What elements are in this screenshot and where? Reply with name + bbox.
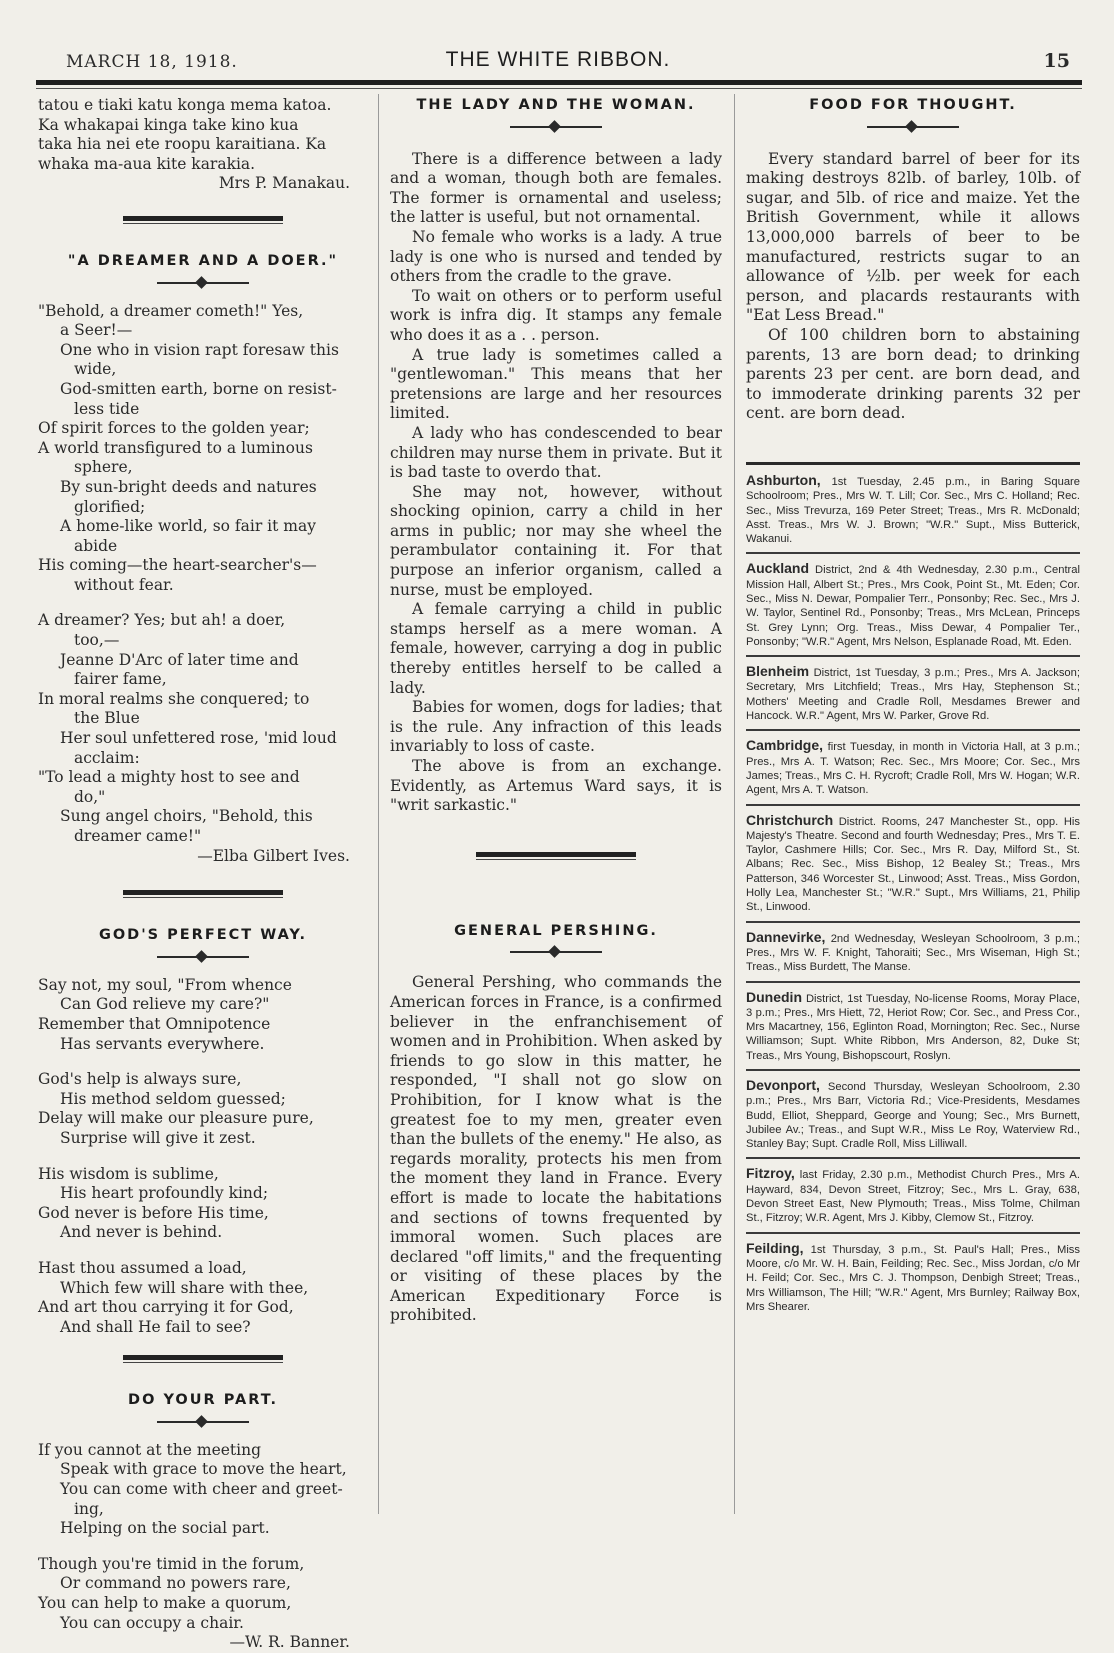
verse-line: His coming—the heart-searcher's— [38,556,317,575]
stanza [38,1259,368,1337]
verse-line: One who in vision rapt foresaw this [60,340,339,359]
dreamer-poem [38,302,368,847]
section-separator [123,216,283,226]
column-right [746,92,1080,1327]
verse-line: His heart profoundly kind; [60,1184,269,1203]
verse-line: the Blue [74,709,140,728]
article-paragraph: She may not, however, without shocking opinion, carry a child in her arms in public; nor may she wheel the perambulator containing it. For that purpose an inferior organism, called a nurse, must be employed. [390,482,722,599]
verse-line: sphere, [74,458,133,477]
branch-name: Cambridge, [746,737,824,754]
column-divider [734,94,735,1514]
stanza [38,611,368,846]
verse-line: too,— [74,631,120,650]
pershing-article [390,973,722,1326]
food-article [746,150,1080,424]
stanza [38,1070,368,1148]
verse-line: His method seldom guessed; [60,1089,286,1108]
title-ornament [157,276,249,290]
branch-entry [746,1241,1080,1320]
verse-line: taka hia nei ete roopu karaitiana. Ka [38,135,327,154]
do-your-part-title: DO YOUR PART. [128,1392,278,1409]
branch-details: District, 1st Tuesday, No-license Rooms, Moray Place, 3 p.m.; Pres., Mrs Hiett, 72, Heriot Row; Cor. Sec., and Press Cor., Mrs Macartney, 156, Eglinton Road, Mornington; Rec. Sec., Nurse Williamson; Supt. White Ribbon, Mrs Anderson, 82, Duke St; Treas., Mrs Young, Bishopscourt, Roslyn. [746,992,1080,1062]
branch-details: last Friday, 2.30 p.m., Methodist Church Pres., Mrs A. Hayward, 834, Devon Street, Fitzroy; Sec., Mrs L. Gray, 638, Devon Street East, New Plymouth; Treas., Miss Tolme, Chilman St., Fitzroy; W.R. Agent, Mrs J. Kibby, Clemow St., Fitzroy. [746,1169,1080,1225]
stanza [38,1555,368,1633]
section-separator [123,1355,283,1365]
title-ornament [867,120,959,134]
branch-details: District, 1st Tuesday, 3 p.m.; Pres., Mrs A. Jackson; Secretary, Mrs Litchfield; Treas., Mrs Hay, Stephenson St.; Mothers' Meeting and Cradle Roll, Mesdames Brewer and Hancock. W.R." Agent, Mrs W. Parker, Grove Rd. [746,667,1080,723]
gods-way-poem [38,976,368,1338]
verse-line: Surprise will give it zest. [60,1128,256,1147]
verse-line: a Seer!— [60,321,133,340]
branch-directory [746,462,1080,1320]
branch-entry [746,473,1080,554]
verse-line: A home-like world, so fair it may [60,517,316,536]
do-your-part-signature: —W. R. Banner. [229,1633,350,1652]
verse-line: Jeanne D'Arc of later time and [60,650,299,669]
article-paragraph: Every standard barrel of beer for its making destroys 82lb. of barley, 10lb. of sugar, and 5lb. of rice and maize. Yet the British Government, while it allows 13,000,000 barrels of beer to be manufactured, restricts sugar to an allowance of ½lb. per week for each person, and placards restaurants with "Eat Less Bread." [746,149,1080,325]
branch-name: Dannevirke, [746,928,826,945]
verse-line: glorified; [74,497,146,516]
branch-entry [746,990,1080,1071]
verse-line: tatou e tiaki katu konga mema katoa. [38,96,332,114]
verse-line: You can come with cheer and greet- [60,1480,343,1499]
verse-line: Helping on the social part. [60,1519,270,1538]
title-ornament [157,1415,249,1429]
verse-line: God's help is always sure, [38,1070,242,1089]
verse-line: And shall He fail to see? [60,1317,251,1336]
article-paragraph: Of 100 children born to abstaining parents, 13 are born dead; to drinking parents 23 per cent. are born dead, and to immoderate drinking parents 32 per cent. are born dead. [746,325,1080,423]
verse-line: Her soul unfettered rose, 'mid loud [60,729,337,748]
column-divider [378,94,379,1514]
branch-details: first Tuesday, in month in Victoria Hall, at 3 p.m.; Pres., Mrs A. T. Watson; Rec. Sec., Mrs Moore; Cor. Sec., Mrs James; Treas., Mrs C. H. Rycroft; Cradle Roll, Mrs W. Hogan; W.R. Agent, Mrs A. T. Watson. [746,741,1080,797]
header-rule [36,80,1082,85]
verse-line: In moral realms she conquered; to [38,689,310,708]
verse-line: ing, [74,1499,104,1518]
header-rule-thin [36,88,1082,89]
article-paragraph: There is a difference between a lady and a woman, though both are females. The former is ornamental and useless; the latter is useful, but not ornamental. [390,149,722,227]
verse-line: wide, [74,360,117,379]
dreamer-signature: —Elba Gilbert Ives. [197,846,350,865]
verse-line: whaka ma-aua kite karakia. [38,154,256,173]
article-paragraph: To wait on others or to perform useful work is infra dig. It stamps any female who does it as a . . person. [390,286,722,344]
issue-date: MARCH 18, 1918. [66,52,238,72]
branch-entry [746,813,1080,923]
branch-details: 1st Thursday, 3 p.m., St. Paul's Hall; Pres., Miss Moore, c/o Mr. W. H. Bain, Feilding; Rec. Sec., Miss Jordan, c/o Mr H. Feild; Cor. Sec., Mrs C. J. Thompson, Denbigh Street; Treas., Mrs Williamson, The Hill; "W.R." Agent, Mrs Burnley; Railway Box, Mrs Shearer. [746,1243,1080,1313]
column-left [38,92,368,1653]
verse-line: God never is before His time, [38,1203,269,1222]
article-paragraph: A lady who has condescended to bear children may nurse them in private. But it is bad taste to overdo that. [390,423,722,482]
verse-line: Remember that Omnipotence [38,1014,271,1033]
page-header [38,44,1078,76]
verse-line: abide [74,536,118,555]
verse-line: Though you're timid in the forum, [38,1554,305,1573]
verse-line: acclaim: [74,748,140,767]
verse-line: Say not, my soul, "From whence [38,975,292,994]
verse-line: Speak with grace to move the heart, [60,1460,347,1479]
verse-line: A world transfigured to a luminous [38,438,313,457]
branch-details: 1st Tuesday, 2.45 p.m., in Baring Square Schoolroom; Pres., Mrs W. T. Lill; Cor. Sec., Mrs C. Holland; Rec. Sec., Miss Trevurza, 169 Peter Street; Treas., Mrs R. McDonald; Asst. Treas., Mrs W. J. Brown; "W.R." Supt., Miss Butterick, Wakanui. [746,475,1080,546]
verse-line: Of spirit forces to the golden year; [38,419,310,438]
verse-line: And art thou carrying it for God, [38,1298,294,1317]
article-paragraph: The above is from an exchange. Evidently, as Artemus Ward says, it is "writ sarkastic." [390,757,722,815]
verse-line: "Behold, a dreamer cometh!" Yes, [38,301,304,320]
verse-line: without fear. [74,575,174,594]
branch-name: Christchurch [746,811,834,828]
column-middle [390,92,722,1326]
branch-entry [746,1078,1080,1159]
verse-line: A dreamer? Yes; but ah! a doer, [38,611,286,630]
verse-line: Delay will make our pleasure pure, [38,1109,314,1128]
branch-name: Devonport, [746,1077,820,1093]
stanza [38,302,368,596]
branch-name: Fitzroy, [746,1165,795,1182]
article-paragraph: General Pershing, who commands the American forces in France, is a confirmed believer in the enfranchisement of women and in Prohibition. When asked by friends to go slow in this matter, he responded, "I shall not go slow on Prohibition, for I know what is the greatest foe to my men, greater even than the bullets of the enemy." He also, as regards morality, protects his men from the moment they land in France. Every effort is made to locate the habitations and sections of towns frequented by immoral women. Such places are declared "off limits," and the frequenting or visiting of these places by the American Expeditionary Force is prohibited. [390,973,722,1325]
verse-line: dreamer came!" [74,827,202,845]
branch-name: Dunedin [746,988,802,1005]
stanza [38,1165,368,1243]
branch-name: Ashburton, [746,471,821,488]
article-paragraph: Babies for women, dogs for ladies; that is the rule. Any infraction of this leads invariably to loss of caste. [390,698,722,756]
maori-verse [38,96,368,194]
verse-line: Can God relieve my care?" [60,995,270,1014]
lady-title: THE LADY AND THE WOMAN. [416,97,696,113]
lady-article [390,150,722,816]
verse-line: His wisdom is sublime, [38,1164,219,1183]
branch-details: 2nd Wednesday, Wesleyan Schoolroom, 3 p.m.; Pres., Mrs W. F. Knight, Tahoraiti; Sec., Mrs Wiseman, High St.; Treas., Miss Burdett, The Manse. [746,932,1080,974]
verse-line: Has servants everywhere. [60,1034,265,1053]
branch-entry [746,1166,1080,1233]
article-paragraph: A female carrying a child in public stamps herself as a mere woman. A female, however, carrying a dog in public thereby entitles herself to be called a lady. [390,600,722,697]
verse-line: "To lead a mighty host to see and [38,768,300,787]
article-paragraph: No female who works is a lady. A true lady is one who is nursed and tended by others from the cradle to the grave. [390,227,722,286]
verse-line: do," [74,787,106,806]
verse-line: fairer fame, [74,670,167,689]
verse-signature: Mrs P. Manakau. [218,174,350,193]
branch-details: District, 2nd & 4th Wednesday, 2.30 p.m., Central Mission Hall, Albert St.; Pres., Mrs Cook, Point St., Mt. Eden; Cor. Sec., Miss N. Dewar, Pompalier Terr., Ponsonby; Rec. Sec., Mrs J. W. Taylor, Sentinel Rd., Ponsonby; Treas., Mrs McLean, Princeps St. Grey Lynn; Org. Treas., Miss Dewar, 4 Pompalier Ter., Ponsonby; "W.R." Agent, Mrs Nelson, Esplanade Road, Mt. Eden. [746,564,1080,648]
verse-line: And never is behind. [60,1223,223,1242]
gods-way-title: GOD'S PERFECT WAY. [98,927,308,944]
verse-line: You can help to make a quorum, [38,1594,292,1613]
section-separator [123,890,283,900]
verse-line: Or command no powers rare, [60,1574,291,1593]
verse-line: If you cannot at the meeting [38,1440,262,1459]
title-ornament [157,950,249,964]
verse-line: Hast thou assumed a load, [38,1258,247,1277]
branch-name: Blenheim [746,663,810,680]
verse-line: Which few will share with thee, [60,1278,309,1297]
stanza [38,976,368,1054]
branch-name: Auckland [746,560,810,577]
pershing-title: GENERAL PERSHING. [454,922,658,939]
food-title: FOOD FOR THOUGHT. [809,97,1017,113]
verse-line: You can occupy a chair. [60,1613,244,1632]
verse-line: Ka whakapai kinga take kino kua [38,115,299,134]
branch-details: Second Thursday, Wesleyan Schoolroom, 2.30 p.m.; Pres., Mrs Barr, Victoria Rd.; Vice-Presidents, Mesdames Budd, Elliot, Sheppard, George and Young; Sec., Mrs Burnett, Jubilee Av.; Treas., and Supt W.R., Miss Le Roy, Waterview Rd., Stanley Bay; Supt. Cradle Roll, Miss Lilliwall. [746,1081,1080,1151]
title-ornament [510,120,602,134]
article-paragraph: A true lady is sometimes called a "gentlewoman." This means that her pretensions are large and her resources limited. [390,345,722,423]
verse-line: less tide [74,399,140,418]
branch-entry [746,738,1080,805]
page-number: 15 [1043,50,1070,72]
verse-line: Sung angel choirs, "Behold, this [60,807,313,826]
verse-line: God-smitten earth, borne on resist- [60,379,337,398]
verse-line: By sun-bright deeds and natures [60,477,317,496]
branch-name: Feilding, [746,1239,804,1256]
masthead: THE WHITE RIBBON. [445,48,671,71]
stanza [38,1441,368,1539]
section-separator [476,852,636,862]
branch-entry [746,930,1080,983]
branch-entry [746,664,1080,731]
branch-entry [746,561,1080,657]
dreamer-title: "A DREAMER AND A DOER." [67,252,339,269]
title-ornament [510,945,602,959]
branch-details: District. Rooms, 247 Manchester St., opp. His Majesty's Theatre. Second and fourth Wednesday; Pres., Mrs T. E. Taylor, Cashmere Hills; Cor. Sec., Mrs R. Day, Milford St., St. Albans; Rec. Sec., Miss Bishop, 12 Bealey St.; Treas., Mrs Patterson, 346 Worcester St., Linwood; Asst. Treas., Miss Gordon, Holly Lea, Manchester St.; "W.R." Supt., Mrs Williams, 21, Philip St., Linwood. [746,815,1080,914]
